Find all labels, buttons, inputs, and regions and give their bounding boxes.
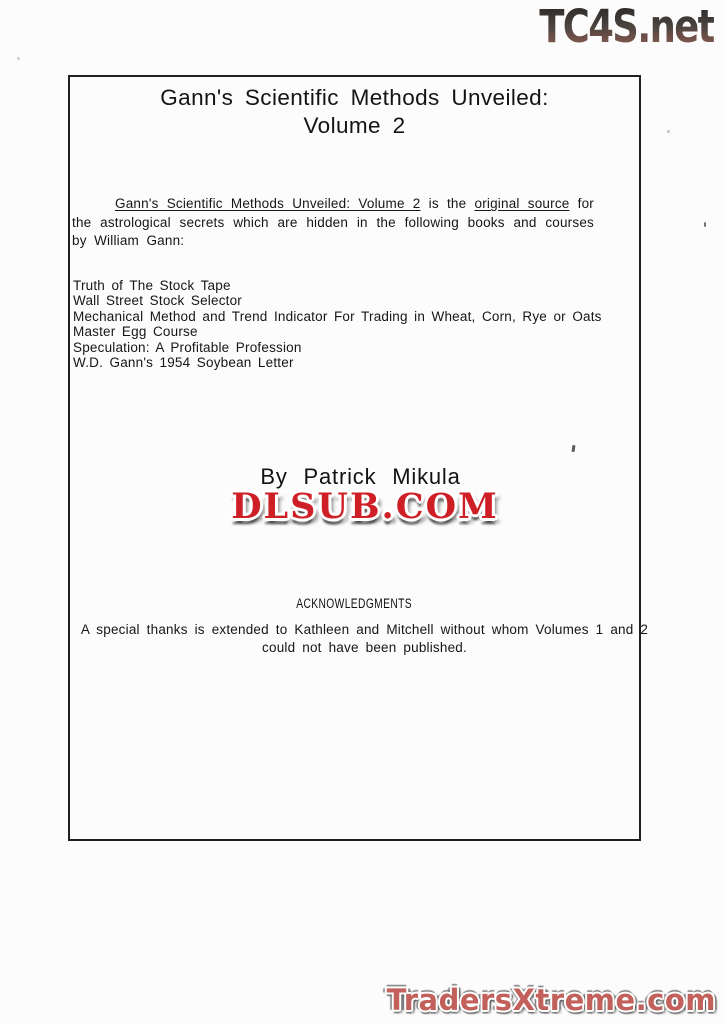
scan-speck (667, 130, 670, 133)
acknowledgments-line2: could not have been published. (262, 639, 467, 655)
tradersxtreme-watermark: TradersXtreme.com (386, 983, 716, 1017)
tc4s-watermark: TC4S.net (539, 0, 714, 53)
acknowledgments-line1: A special thanks is extended to Kathleen and Mitchell without whom Volumes 1 and 2 (80, 622, 649, 637)
book-list (73, 278, 602, 370)
book-list-item: Truth of The Stock Tape (73, 278, 231, 293)
acknowledgments-heading (70, 596, 639, 611)
intro-source-underlined: original source (474, 196, 570, 211)
intro-paragraph (72, 195, 594, 251)
book-list-item: Master Egg Course (73, 324, 198, 340)
book-list-item: Speculation: A Profitable Profession (73, 339, 302, 355)
scan-speck (17, 57, 20, 60)
book-list-item: W.D. Gann's 1954 Soybean Letter (73, 355, 294, 371)
intro-connector: is the (420, 196, 475, 211)
intro-remainder: for the astrological secrets which are hidden in the following books and courses by William Gann: (72, 196, 594, 248)
acknowledgments-text (80, 621, 649, 657)
title-page-border (68, 75, 649, 841)
dlsub-watermark: DLSUB.COM (231, 486, 499, 527)
intro-book-title-underlined: Gann's Scientific Methods Unveiled: Volume 2 (115, 196, 421, 211)
book-title (70, 84, 639, 139)
book-title-line2: Volume 2 (303, 112, 406, 138)
book-title-line1: Gann's Scientific Methods Unveiled: (160, 85, 549, 110)
author-byline: By Patrick Mikula (260, 464, 461, 489)
acknowledgments-heading-text: ACKNOWLEDGMENTS (296, 596, 413, 611)
book-list-item: Mechanical Method and Trend Indicator For Trading in Wheat, Corn, Rye or Oats (73, 308, 602, 324)
book-list-item: Wall Street Stock Selector (73, 293, 243, 309)
scan-speck (704, 222, 706, 227)
